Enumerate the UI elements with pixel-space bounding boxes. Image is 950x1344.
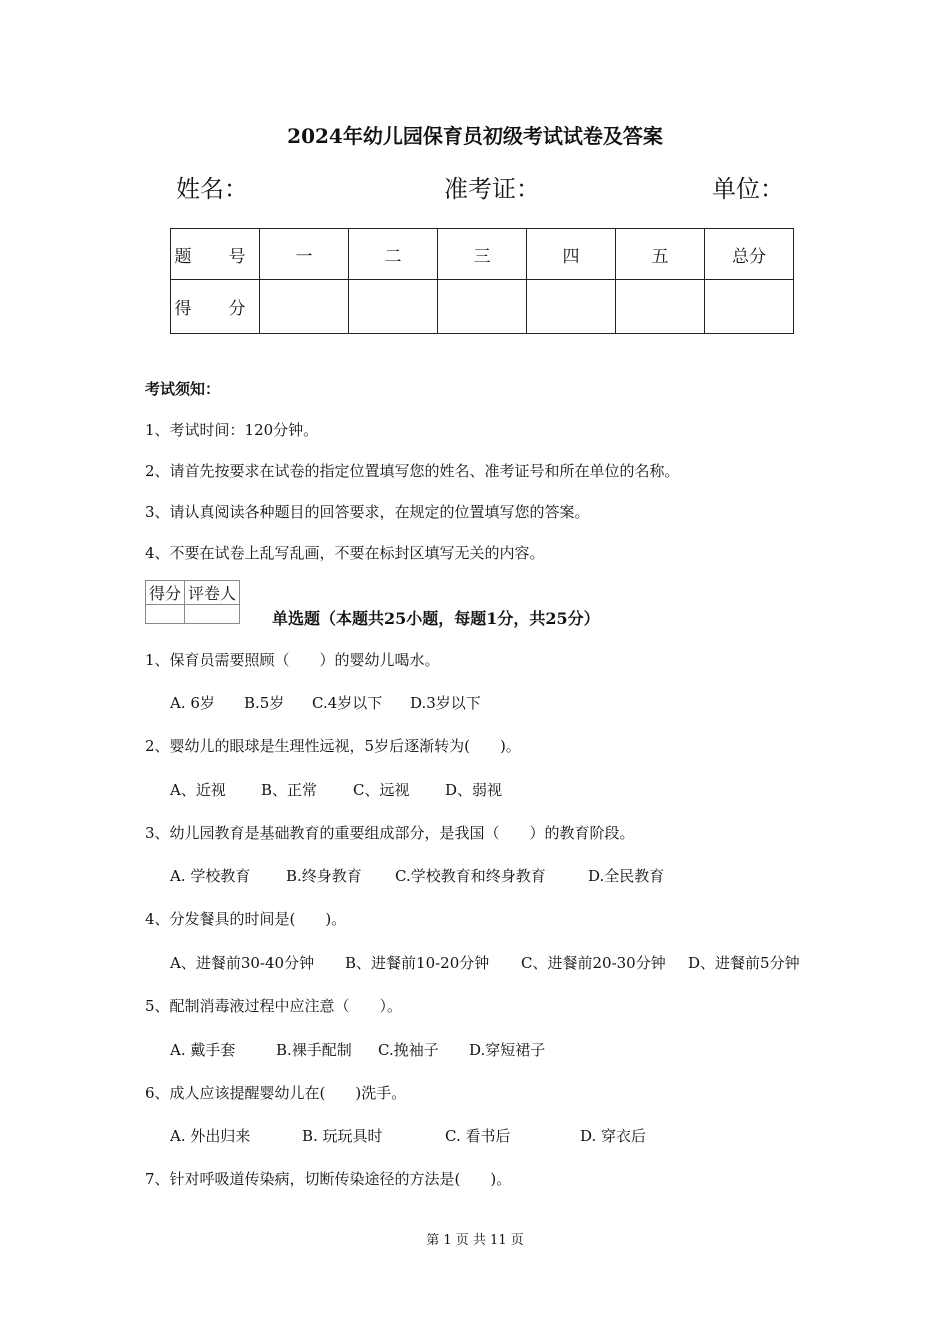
score-cell[interactable] — [438, 280, 527, 334]
notice-item: 2、请首先按要求在试卷的指定位置填写您的姓名、准考证号和所在单位的名称。 — [145, 462, 680, 480]
option-c[interactable]: C. 看书后 — [445, 1127, 511, 1145]
section-4-header: 四 — [527, 229, 616, 280]
question-2-options — [170, 779, 502, 800]
question-6: 6、成人应该提醒婴幼儿在( )洗手。 — [145, 1084, 407, 1102]
option-b[interactable]: B.裸手配制 — [276, 1041, 352, 1059]
option-a[interactable]: A、进餐前30-40分钟 — [170, 954, 315, 972]
question-6-options — [170, 1125, 646, 1146]
question-4-options — [170, 952, 800, 973]
option-c[interactable]: C.挽袖子 — [378, 1041, 439, 1059]
score-cell[interactable] — [349, 280, 438, 334]
section-3-header: 三 — [438, 229, 527, 280]
option-d[interactable]: D.穿短裙子 — [469, 1041, 546, 1059]
option-c[interactable]: C、远视 — [353, 781, 410, 799]
notice-heading: 考试须知： — [145, 380, 221, 398]
question-1-options — [170, 692, 481, 713]
score-cell[interactable] — [527, 280, 616, 334]
exam-number-field-label: 准考证： — [444, 175, 540, 203]
option-a[interactable]: A. 外出归来 — [170, 1127, 251, 1145]
option-d[interactable]: D、进餐前5分钟 — [688, 954, 800, 972]
option-a[interactable]: A. 学校教育 — [170, 867, 251, 885]
question-number-label: 题 号 — [171, 229, 260, 280]
score-cell[interactable] — [616, 280, 705, 334]
score-table-header-row — [171, 229, 794, 280]
score-table — [170, 228, 794, 334]
question-1: 1、保育员需要照顾（ ）的婴幼儿喝水。 — [145, 651, 440, 669]
score-table-score-row — [171, 280, 794, 334]
option-d[interactable]: D、弱视 — [445, 781, 503, 799]
question-5-options — [170, 1039, 545, 1060]
option-b[interactable]: B、进餐前10-20分钟 — [345, 954, 490, 972]
total-score-cell[interactable] — [705, 280, 794, 334]
option-c[interactable]: C.4岁以下 — [312, 694, 383, 712]
notice-item: 1、考试时间：120分钟。 — [145, 421, 319, 439]
question-3: 3、幼儿园教育是基础教育的重要组成部分，是我国（ ）的教育阶段。 — [145, 824, 635, 842]
section-5-header: 五 — [616, 229, 705, 280]
option-d[interactable]: D.全民教育 — [588, 867, 665, 885]
section-1-header: 一 — [260, 229, 349, 280]
score-label: 得 分 — [171, 280, 260, 334]
page-title: 2024年幼儿园保育员初级考试试卷及答案 — [287, 124, 663, 148]
total-header: 总分 — [705, 229, 794, 280]
grader-reviewer-label: 评卷人 — [185, 581, 240, 605]
page-footer: 第 1 页 共 11 页 — [426, 1233, 524, 1248]
grader-score-cell[interactable] — [146, 605, 185, 624]
section-2-header: 二 — [349, 229, 438, 280]
unit-field-label: 单位： — [712, 175, 784, 203]
question-7: 7、针对呼吸道传染病，切断传染途径的方法是( )。 — [145, 1170, 512, 1188]
score-cell[interactable] — [260, 280, 349, 334]
option-a[interactable]: A. 戴手套 — [170, 1041, 236, 1059]
option-a[interactable]: A、近视 — [170, 781, 226, 799]
grader-box — [145, 580, 240, 624]
notice-item: 3、请认真阅读各种题目的回答要求，在规定的位置填写您的答案。 — [145, 503, 590, 521]
option-b[interactable]: B.5岁 — [244, 694, 285, 712]
option-c[interactable]: C.学校教育和终身教育 — [395, 867, 546, 885]
grader-reviewer-cell[interactable] — [185, 605, 240, 624]
option-b[interactable]: B. 玩玩具时 — [302, 1127, 383, 1145]
section-title: 单选题（本题共25小题，每题1分，共25分） — [272, 609, 600, 628]
option-d[interactable]: D. 穿衣后 — [580, 1127, 647, 1145]
question-5: 5、配制消毒液过程中应注意（ ）。 — [145, 997, 403, 1015]
question-2: 2、婴幼儿的眼球是生理性远视，5岁后逐渐转为( )。 — [145, 737, 521, 755]
question-4: 4、分发餐具的时间是( )。 — [145, 910, 347, 928]
notice-item: 4、不要在试卷上乱写乱画，不要在标封区填写无关的内容。 — [145, 544, 545, 562]
option-b[interactable]: B.终身教育 — [286, 867, 362, 885]
option-a[interactable]: A. 6岁 — [170, 694, 215, 712]
option-b[interactable]: B、正常 — [261, 781, 318, 799]
option-d[interactable]: D.3岁以下 — [410, 694, 481, 712]
name-field-label: 姓名： — [176, 175, 248, 203]
question-3-options — [170, 865, 664, 886]
option-c[interactable]: C、进餐前20-30分钟 — [521, 954, 666, 972]
grader-score-label: 得分 — [146, 581, 185, 605]
